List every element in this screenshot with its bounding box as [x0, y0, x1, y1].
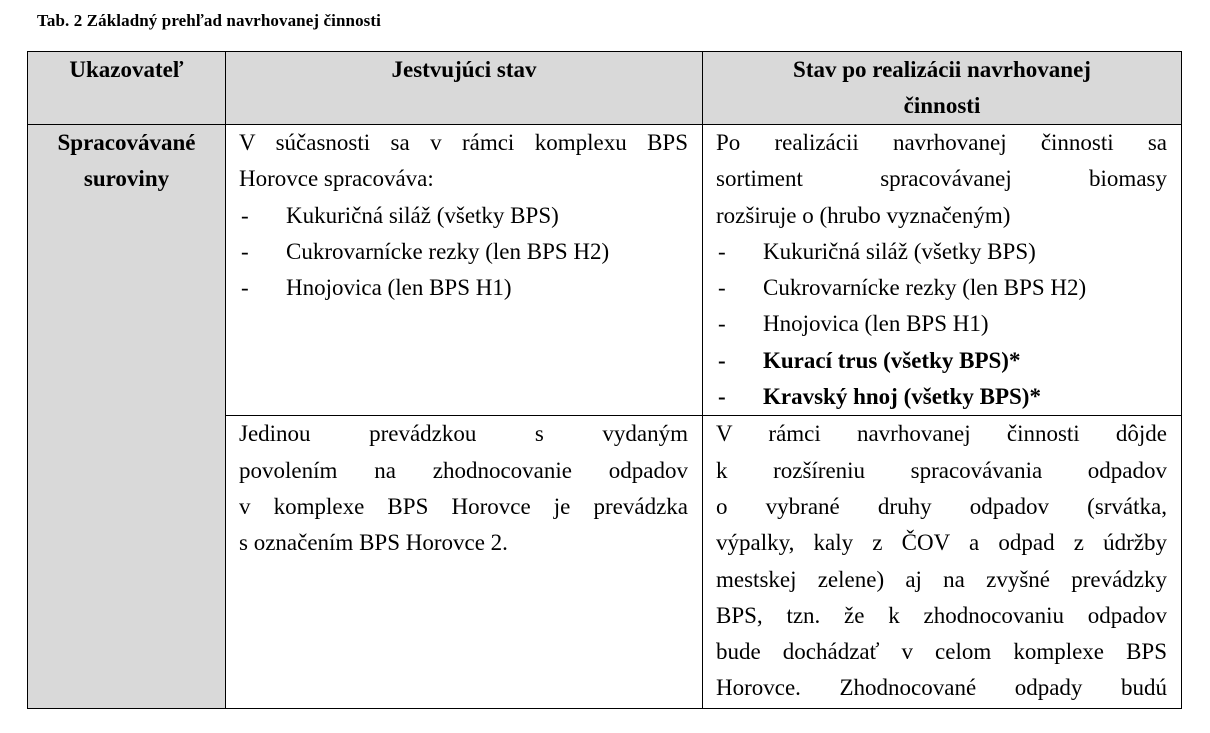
list-item	[716, 270, 1167, 306]
list-item	[239, 234, 688, 270]
list-item-text: Kukuričná siláž (všetky BPS)	[286, 202, 559, 228]
text-line: Po realizácii navrhovanej činnosti sa	[716, 130, 1167, 155]
current-state-cell	[226, 125, 703, 416]
list-item-text: Kravský hnoj (všetky BPS)*	[763, 384, 1041, 410]
overview-table	[27, 51, 1182, 709]
bullet-dash: -	[718, 275, 726, 301]
row-label-line: Spracovávané	[57, 130, 196, 155]
text-line: rozširuje o (hrubo vyznačeným)	[716, 202, 1011, 228]
list-item-text: Hnojovica (len BPS H1)	[763, 311, 989, 337]
bullet-dash: -	[718, 238, 726, 264]
text-line: V súčasnosti sa v rámci komplexu BPS	[239, 130, 688, 155]
text-line: Jedinou prevádzkou s vydaným	[239, 421, 688, 447]
text-line: Horovce. Zhodnocované odpady budú	[716, 675, 1167, 701]
text-line: v komplexe BPS Horovce je prevádzka	[239, 493, 688, 519]
bullet-dash: -	[718, 347, 726, 373]
list-item-text: Kukuričná siláž (všetky BPS)	[763, 238, 1036, 264]
table-row	[28, 125, 1182, 416]
list-item	[716, 234, 1167, 270]
current-state-cell	[226, 416, 703, 709]
row-label-line: suroviny	[83, 166, 170, 191]
bullet-dash: -	[241, 202, 249, 228]
list-item	[716, 306, 1167, 342]
text-line: sortiment spracovávanej biomasy	[716, 166, 1167, 192]
list-item	[239, 270, 688, 306]
text-line: k rozšíreniu spracovávania odpadov	[716, 457, 1167, 483]
bullet-dash: -	[241, 238, 249, 264]
text-line: BPS, tzn. že k zhodnocovaniu odpadov	[716, 602, 1167, 628]
list-item-text: Cukrovarnícke rezky (len BPS H2)	[763, 275, 1087, 301]
list-item-text: Kurací trus (všetky BPS)*	[763, 347, 1021, 373]
header-indicator: Ukazovateľ	[28, 52, 226, 125]
list-item-bold	[716, 343, 1167, 379]
bullet-dash: -	[718, 311, 726, 337]
list-item-text: Hnojovica (len BPS H1)	[286, 275, 512, 301]
list-item-bold	[716, 379, 1167, 415]
future-state-cell	[703, 416, 1182, 709]
bullet-dash: -	[241, 275, 249, 301]
header-future-state: Stav po realizácii navrhovanej činnosti	[703, 52, 1182, 125]
text-line: o vybrané druhy odpadov (srvátka,	[716, 493, 1167, 519]
text-line: V rámci navrhovanej činnosti dôjde	[716, 421, 1167, 447]
bullet-dash: -	[718, 384, 726, 410]
text-line: povolením na zhodnocovanie odpadov	[239, 457, 688, 483]
text-line: bude dochádzať v celom komplexe BPS	[716, 639, 1167, 665]
future-state-cell	[703, 125, 1182, 416]
text-line: mestskej zelene) aj na zvyšné prevádzky	[716, 566, 1167, 592]
list-item	[239, 198, 688, 234]
row-label	[28, 125, 226, 709]
table-caption: Tab. 2 Základný prehľad navrhovanej činnosti	[37, 11, 381, 30]
list-item-text: Cukrovarnícke rezky (len BPS H2)	[286, 238, 610, 264]
text-line: výpalky, kaly z ČOV a odpad z údržby	[716, 530, 1167, 556]
text-line: Horovce spracováva:	[239, 166, 434, 192]
table-header-row	[28, 52, 1182, 125]
text-line: s označením BPS Horovce 2.	[239, 530, 508, 556]
header-current-state: Jestvujúci stav	[226, 52, 703, 125]
